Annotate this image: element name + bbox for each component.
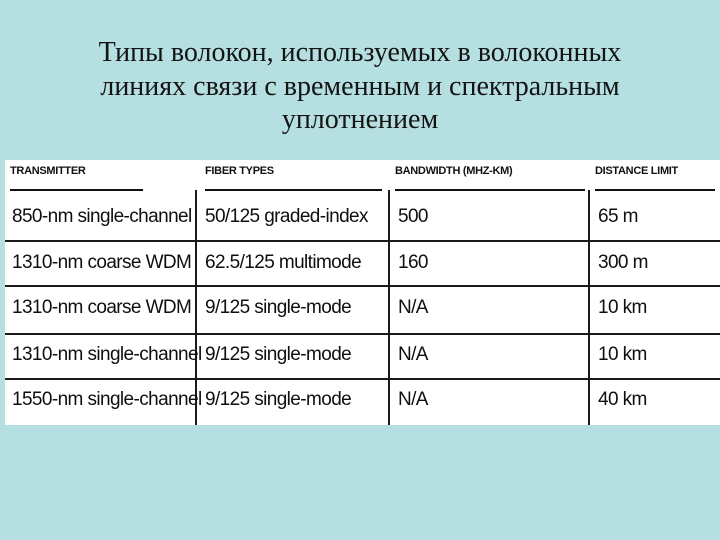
table-row bbox=[5, 381, 720, 421]
column-header-bandwidth: BANDWIDTH (MHZ-KM) bbox=[395, 165, 585, 191]
cell-transmitter: 1310-nm coarse WDM bbox=[12, 297, 192, 318]
cell-transmitter: 1550-nm single-channel bbox=[12, 389, 202, 410]
row-divider bbox=[5, 240, 720, 242]
fiber-types-table bbox=[5, 160, 720, 425]
table-row bbox=[5, 289, 720, 329]
column-header-transmitter: TRANSMITTER bbox=[10, 165, 143, 191]
cell-transmitter: 1310-nm coarse WDM bbox=[12, 252, 192, 273]
table-row bbox=[5, 336, 720, 376]
cell-fiber-type: 9/125 single-mode bbox=[205, 344, 352, 365]
table-row bbox=[5, 244, 720, 284]
cell-fiber-type: 50/125 graded-index bbox=[205, 206, 368, 227]
cell-bandwidth: 500 bbox=[398, 206, 428, 227]
cell-transmitter: 1310-nm single-channel bbox=[12, 344, 202, 365]
cell-bandwidth: 160 bbox=[398, 252, 428, 273]
cell-fiber-type: 62.5/125 multimode bbox=[205, 252, 362, 273]
cell-bandwidth: N/A bbox=[398, 389, 428, 410]
cell-bandwidth: N/A bbox=[398, 297, 428, 318]
cell-fiber-type: 9/125 single-mode bbox=[205, 297, 352, 318]
cell-distance-limit: 10 km bbox=[598, 297, 647, 318]
cell-fiber-type: 9/125 single-mode bbox=[205, 389, 352, 410]
row-divider bbox=[5, 285, 720, 287]
cell-distance-limit: 10 km bbox=[598, 344, 647, 365]
cell-distance-limit: 300 m bbox=[598, 252, 648, 273]
cell-distance-limit: 40 km bbox=[598, 389, 647, 410]
cell-bandwidth: N/A bbox=[398, 344, 428, 365]
column-header-distance-limit: DISTANCE LIMIT bbox=[595, 165, 715, 191]
row-divider bbox=[5, 333, 720, 335]
cell-transmitter: 850-nm single-channel bbox=[12, 206, 192, 227]
cell-distance-limit: 65 m bbox=[598, 206, 638, 227]
row-divider bbox=[5, 378, 720, 380]
slide-title-line: Типы волокон, используемых в волоконных bbox=[98, 37, 622, 68]
column-header-fiber-types: FIBER TYPES bbox=[205, 165, 382, 191]
slide-title bbox=[0, 36, 720, 137]
slide-title-line: линиях связи с временным и спектральным bbox=[100, 70, 620, 102]
slide-title-line: уплотнением bbox=[281, 104, 439, 136]
table-row bbox=[5, 198, 720, 238]
